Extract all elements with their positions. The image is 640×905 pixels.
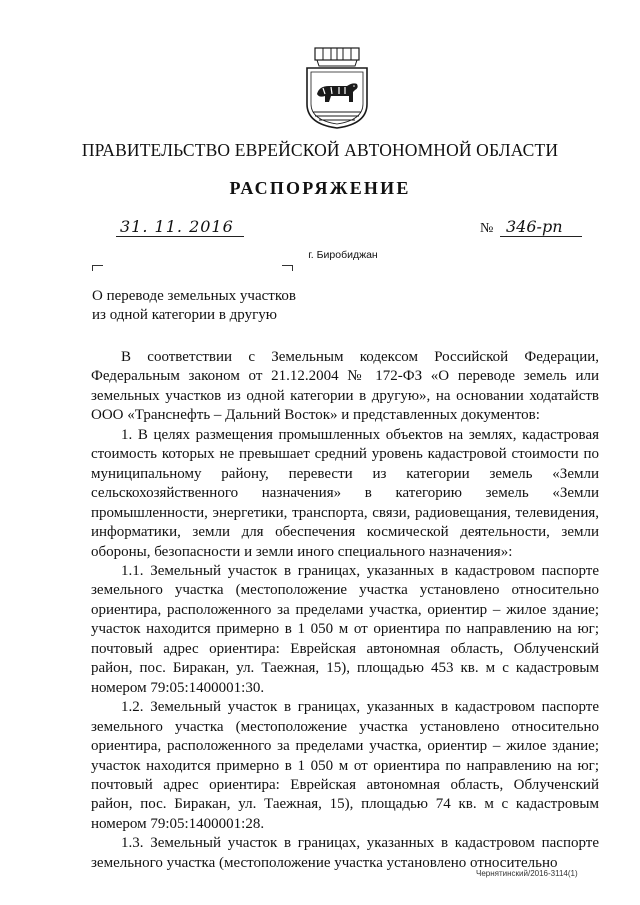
subject-line-2: из одной категории в другую bbox=[92, 307, 277, 323]
document-subject bbox=[92, 287, 296, 325]
paragraph-1: 1. В целях размещения промышленных объектов на землях, кадастровая стоимость которых не превышает средний уровень кадастровой стоимости по муниципальному району, перевести из категории земель «Земли сельскохозяйственного назначения» в категорию земель «Земли промышленности, энергетики, транспорта, связи, радиовещания, телевидения, информатики, земли для обеспечения космической деятельности, земли обороны, безопасности и земли иного специального назначения»: bbox=[91, 426, 599, 560]
document-date: 31. 11. 2016 bbox=[120, 217, 234, 236]
document-number: 346-рп bbox=[506, 217, 563, 236]
coat-of-arms-icon bbox=[301, 44, 373, 130]
paragraph-1-2: 1.2. Земельный участок в границах, указанных в кадастровом паспорте земельного участка (местоположение участка установлено относительно ориентира, расположенного за пределами участка, ориентир – жилое здание; участок находится примерно в 1 050 м от ориентира по направлению на юг; почтовый адрес ориентира: Еврейская автономная область, Облученский район, пос. Биракан, ул. Таежная, 15), площадью 74 кв. м с кадастровым номером 79:05:1400001:28. bbox=[91, 699, 599, 832]
government-name: ПРАВИТЕЛЬСТВО ЕВРЕЙСКОЙ АВТОНОМНОЙ ОБЛАСТИ bbox=[81, 140, 559, 160]
city-label: г. Биробиджан bbox=[308, 249, 378, 261]
footer-code: Чернятинский/2016-3114(1) bbox=[476, 869, 578, 878]
intro-paragraph: В соответствии с Земельным кодексом Российской Федерации, Федеральным законом от 21.12.2004 № 172-ФЗ «О переводе земель или земельных участков из одной категории в другую», на основании ходатайств ООО «Транснефть – Дальний Восток» и представленных документов: bbox=[91, 349, 599, 424]
bracket-corner-left bbox=[92, 265, 103, 271]
document-type-title: РАСПОРЯЖЕНИЕ bbox=[229, 178, 411, 198]
paragraph-1-3: 1.3. Земельный участок в границах, указанных в кадастровом паспорте земельного участка (местоположение участка установлено относительно bbox=[91, 835, 599, 871]
bracket-corner-right bbox=[282, 265, 293, 271]
number-underline bbox=[500, 236, 582, 237]
document-body bbox=[91, 348, 599, 873]
paragraph-1-1: 1.1. Земельный участок в границах, указанных в кадастровом паспорте земельного участка (местоположение участка установлено относительно ориентира, расположенного за пределами участка, ориентир – жилое здание; участок находится примерно в 1 050 м от ориентира по направлению на юг; почтовый адрес ориентира: Еврейская автономная область, Облученский район, пос. Биракан, ул. Таежная, 15), площадью 453 кв. м с кадастровым номером 79:05:1400001:30. bbox=[91, 562, 599, 696]
subject-line-1: О переводе земельных участков bbox=[92, 288, 296, 304]
number-sign: № bbox=[480, 221, 494, 236]
date-underline bbox=[116, 236, 244, 237]
